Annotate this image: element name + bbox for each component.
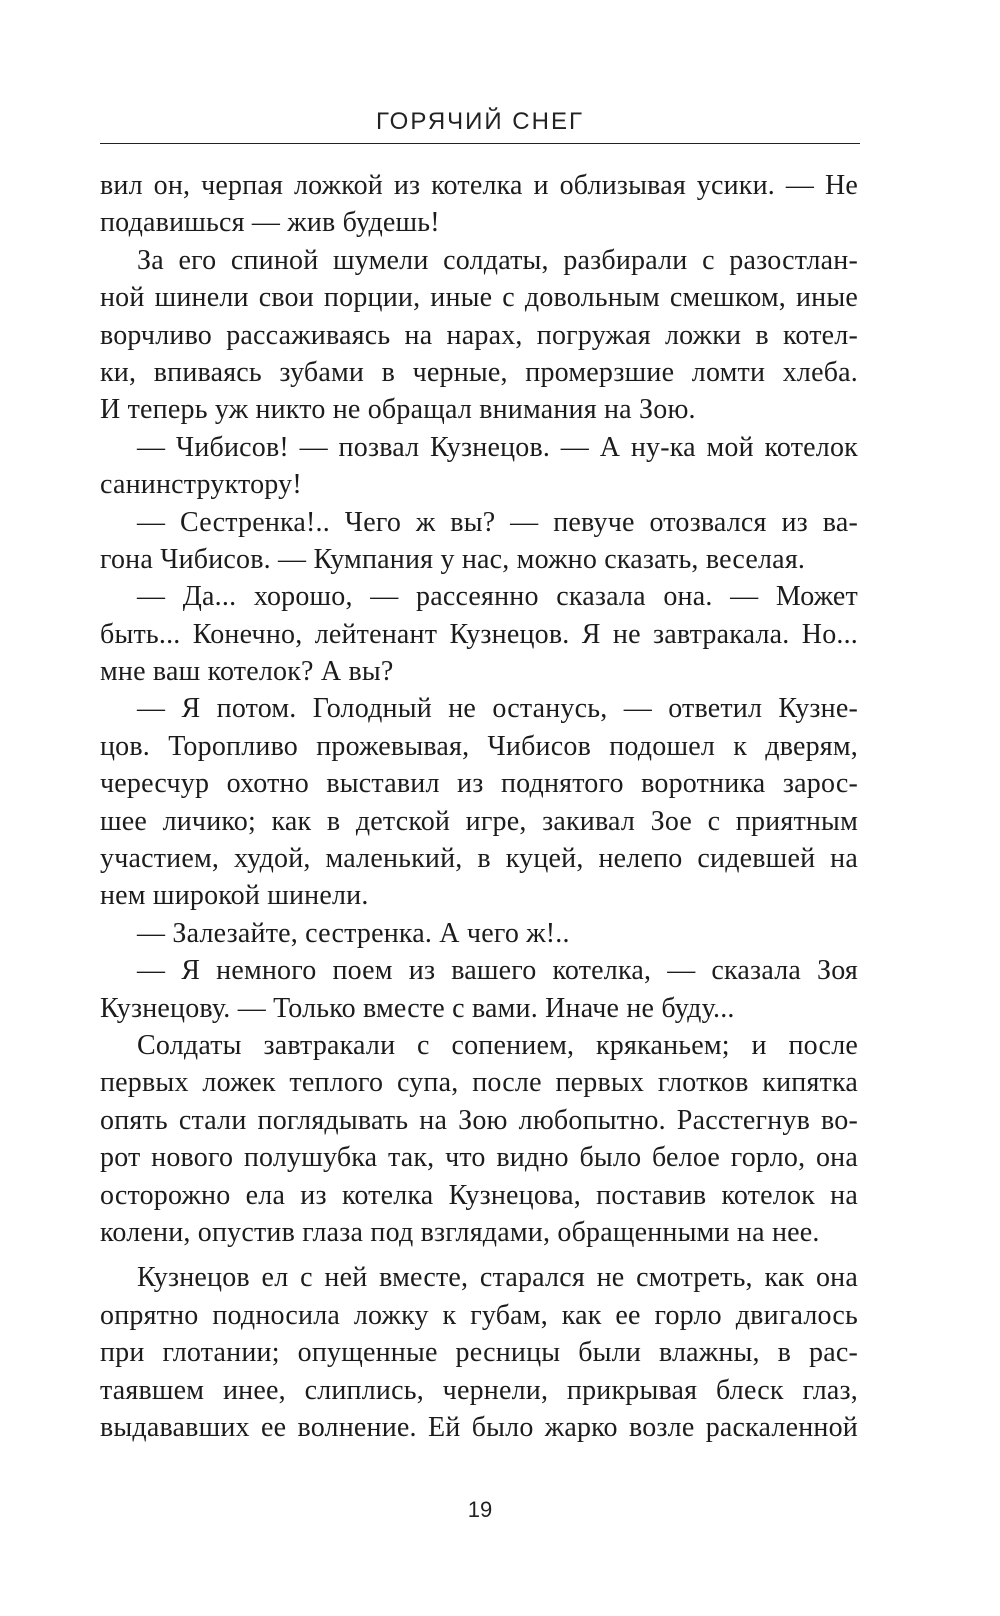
text-line: первых ложек теплого супа, после первых глотков кипятка (100, 1067, 858, 1099)
text-line: ной шинели свои порции, иные с довольным смешком, иные (100, 282, 858, 314)
text-line: цов. Торопливо прожевывая, Чибисов подошел к дверям, (100, 730, 858, 762)
text-line: — Я потом. Голодный не останусь, — ответил Кузне- (137, 693, 858, 725)
text-line: И теперь уж никто не обращал внимания на Зою. (100, 394, 696, 426)
text-line: при глотании; опущенные ресницы были влажны, в рас- (100, 1337, 858, 1369)
text-line: опять стали поглядывать на Зою любопытно. Расстегнув во- (100, 1104, 858, 1136)
text-line: ки, впиваясь зубами в черные, промерзшие ломти хлеба. (100, 356, 858, 388)
text-line: Кузнецову. — Только вместе с вами. Иначе не буду... (100, 992, 735, 1024)
text-line: — Да... хорошо, — рассеянно сказала она. — Может (137, 581, 858, 613)
text-line: шее личико; как в детской игре, закивал Зое с приятным (100, 805, 858, 837)
text-line: осторожно ела из котелка Кузнецова, поставив котелок на (100, 1179, 858, 1211)
page-number: 19 (467, 1497, 493, 1522)
text-line: колени, опустив глаза под взглядами, обращенными на нее. (100, 1216, 820, 1248)
text-line: — Залезайте, сестренка. А чего ж!.. (137, 917, 570, 949)
text-line: гона Чибисов. — Кумпания у нас, можно сказать, веселая. (100, 543, 806, 575)
text-line: чересчур охотно выставил из поднятого воротника зарос- (100, 768, 858, 800)
text-line: участием, худой, маленький, в куцей, нелепо сидевшей на (100, 843, 858, 875)
text-line: вил он, черпая ложкой из котелка и облизывая усики. — Не (100, 170, 858, 201)
body-text (100, 167, 858, 1446)
text-line: мне ваш котелок? А вы? (100, 656, 394, 688)
running-header-title: ГОРЯЧИЙ СНЕГ (376, 108, 584, 135)
text-line: — Сестренка!.. Чего ж вы? — певуче отозвался из ва- (137, 506, 858, 538)
text-line: — Чибисов! — позвал Кузнецов. — А ну-ка мой котелок (137, 431, 858, 463)
text-line: За его спиной шумели солдаты, разбирали с разостлан- (137, 244, 858, 276)
text-line: таявшем инее, слиплись, чернели, прикрывая блеск глаз, (100, 1374, 858, 1406)
text-line: подавишься — жив будешь! (100, 207, 440, 239)
text-line: — Я немного поем из вашего котелка, — сказала Зоя (137, 955, 858, 987)
paragraph-gap (100, 1251, 858, 1259)
header-rule (100, 143, 860, 144)
text-line: быть... Конечно, лейтенант Кузнецов. Я не завтракала. Но... (100, 618, 858, 650)
text-line: ворчливо рассаживаясь на нарах, погружая ложки в котел- (100, 319, 858, 351)
text-line: опрятно подносила ложку к губам, как ее горло двигалось (100, 1299, 858, 1331)
text-line: санинструктору! (100, 469, 302, 501)
text-line: выдававших ее волнение. Ей было жарко возле раскаленной (100, 1411, 858, 1443)
text-line: нем широкой шинели. (100, 880, 369, 912)
text-line: Кузнецов ел с ней вместе, старался не смотреть, как она (137, 1262, 858, 1294)
text-line: Солдаты завтракали с сопением, кряканьем; и после (137, 1029, 858, 1061)
text-line: рот нового полушубка так, что видно было белое горло, она (100, 1142, 858, 1174)
